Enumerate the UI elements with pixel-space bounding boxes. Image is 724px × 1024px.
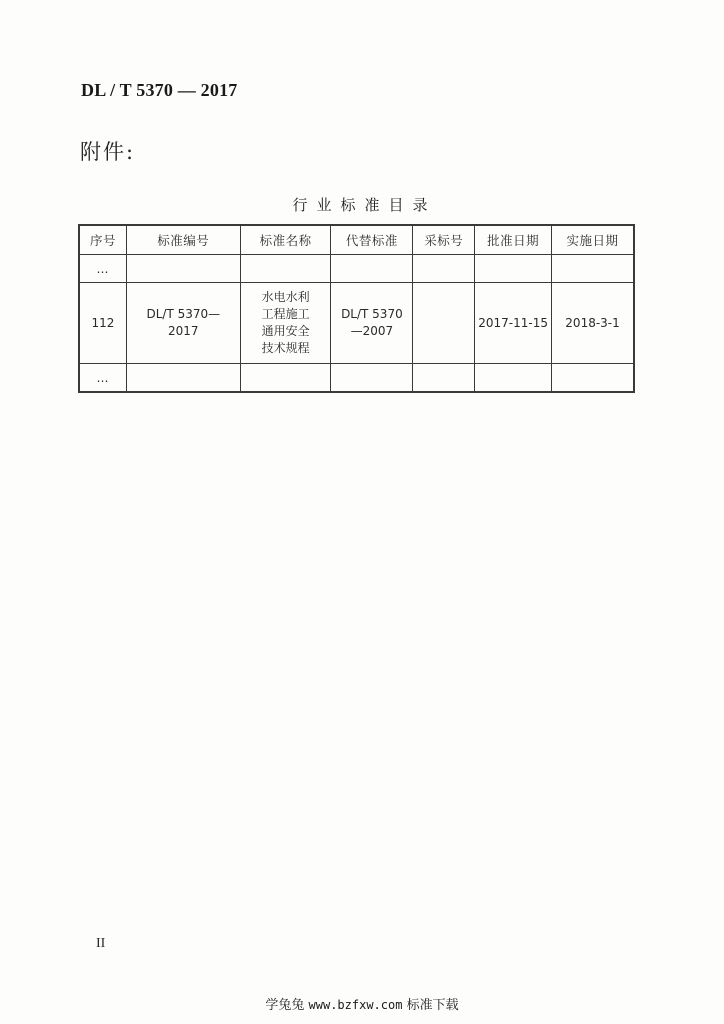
table-cell xyxy=(413,364,475,392)
footer-watermark xyxy=(0,994,724,1013)
table-cell-replaced-standard xyxy=(331,283,413,364)
table-cell xyxy=(552,255,634,283)
document-code: DL / T 5370 — 2017 xyxy=(81,80,238,100)
table-cell xyxy=(240,364,331,392)
page-number: II xyxy=(96,936,106,951)
table-cell xyxy=(240,255,331,283)
serial-number: 112 xyxy=(91,315,115,330)
column-header-serial: 序号 xyxy=(80,226,127,255)
column-header-implementation-date: 实施日期 xyxy=(552,226,634,255)
table-row xyxy=(80,283,634,364)
table-cell-standard-number xyxy=(126,283,240,364)
column-header-approval-date: 批准日期 xyxy=(475,226,552,255)
column-header-standard-name: 标准名称 xyxy=(240,226,331,255)
table-cell: … xyxy=(80,364,127,392)
table-cell-standard-name xyxy=(240,283,331,364)
table-cell xyxy=(126,255,240,283)
standard-number: DL/T 5370— 2017 xyxy=(146,307,221,338)
table-cell xyxy=(552,364,634,392)
table-cell: … xyxy=(80,255,127,283)
table-cell-approval-date xyxy=(475,283,552,364)
column-header-standard-number: 标准编号 xyxy=(126,226,240,255)
table-cell xyxy=(126,364,240,392)
table-cell-serial xyxy=(80,283,127,364)
replaced-standard: DL/T 5370 —2007 xyxy=(341,307,403,338)
table-cell xyxy=(475,255,552,283)
table-cell xyxy=(331,364,413,392)
standard-name: 水电水利 工程施工 通用安全 技术规程 xyxy=(261,290,310,355)
table-cell xyxy=(475,364,552,392)
table-cell xyxy=(413,255,475,283)
table-row xyxy=(80,255,634,283)
footer-site-url[interactable]: www.bzfxw.com xyxy=(308,998,403,1012)
implementation-date: 2018-3-1 xyxy=(565,315,620,330)
table-cell-implementation-date xyxy=(552,283,634,364)
approval-date: 2017-11-15 xyxy=(478,315,548,330)
table-row xyxy=(80,364,634,392)
table-cell xyxy=(331,255,413,283)
footer-site-tagline: 标准下载 xyxy=(406,998,459,1013)
standards-table xyxy=(79,225,634,392)
column-header-replaced-standard: 代替标准 xyxy=(331,226,413,255)
attachment-label: 附件: xyxy=(80,140,136,164)
column-header-adoption-number: 采标号 xyxy=(413,226,475,255)
table-title: 行业标准目录 xyxy=(292,196,437,214)
footer-site-name: 学兔兔 xyxy=(265,998,305,1013)
table-cell-adoption-number xyxy=(413,283,475,364)
table-header-row xyxy=(80,226,634,255)
